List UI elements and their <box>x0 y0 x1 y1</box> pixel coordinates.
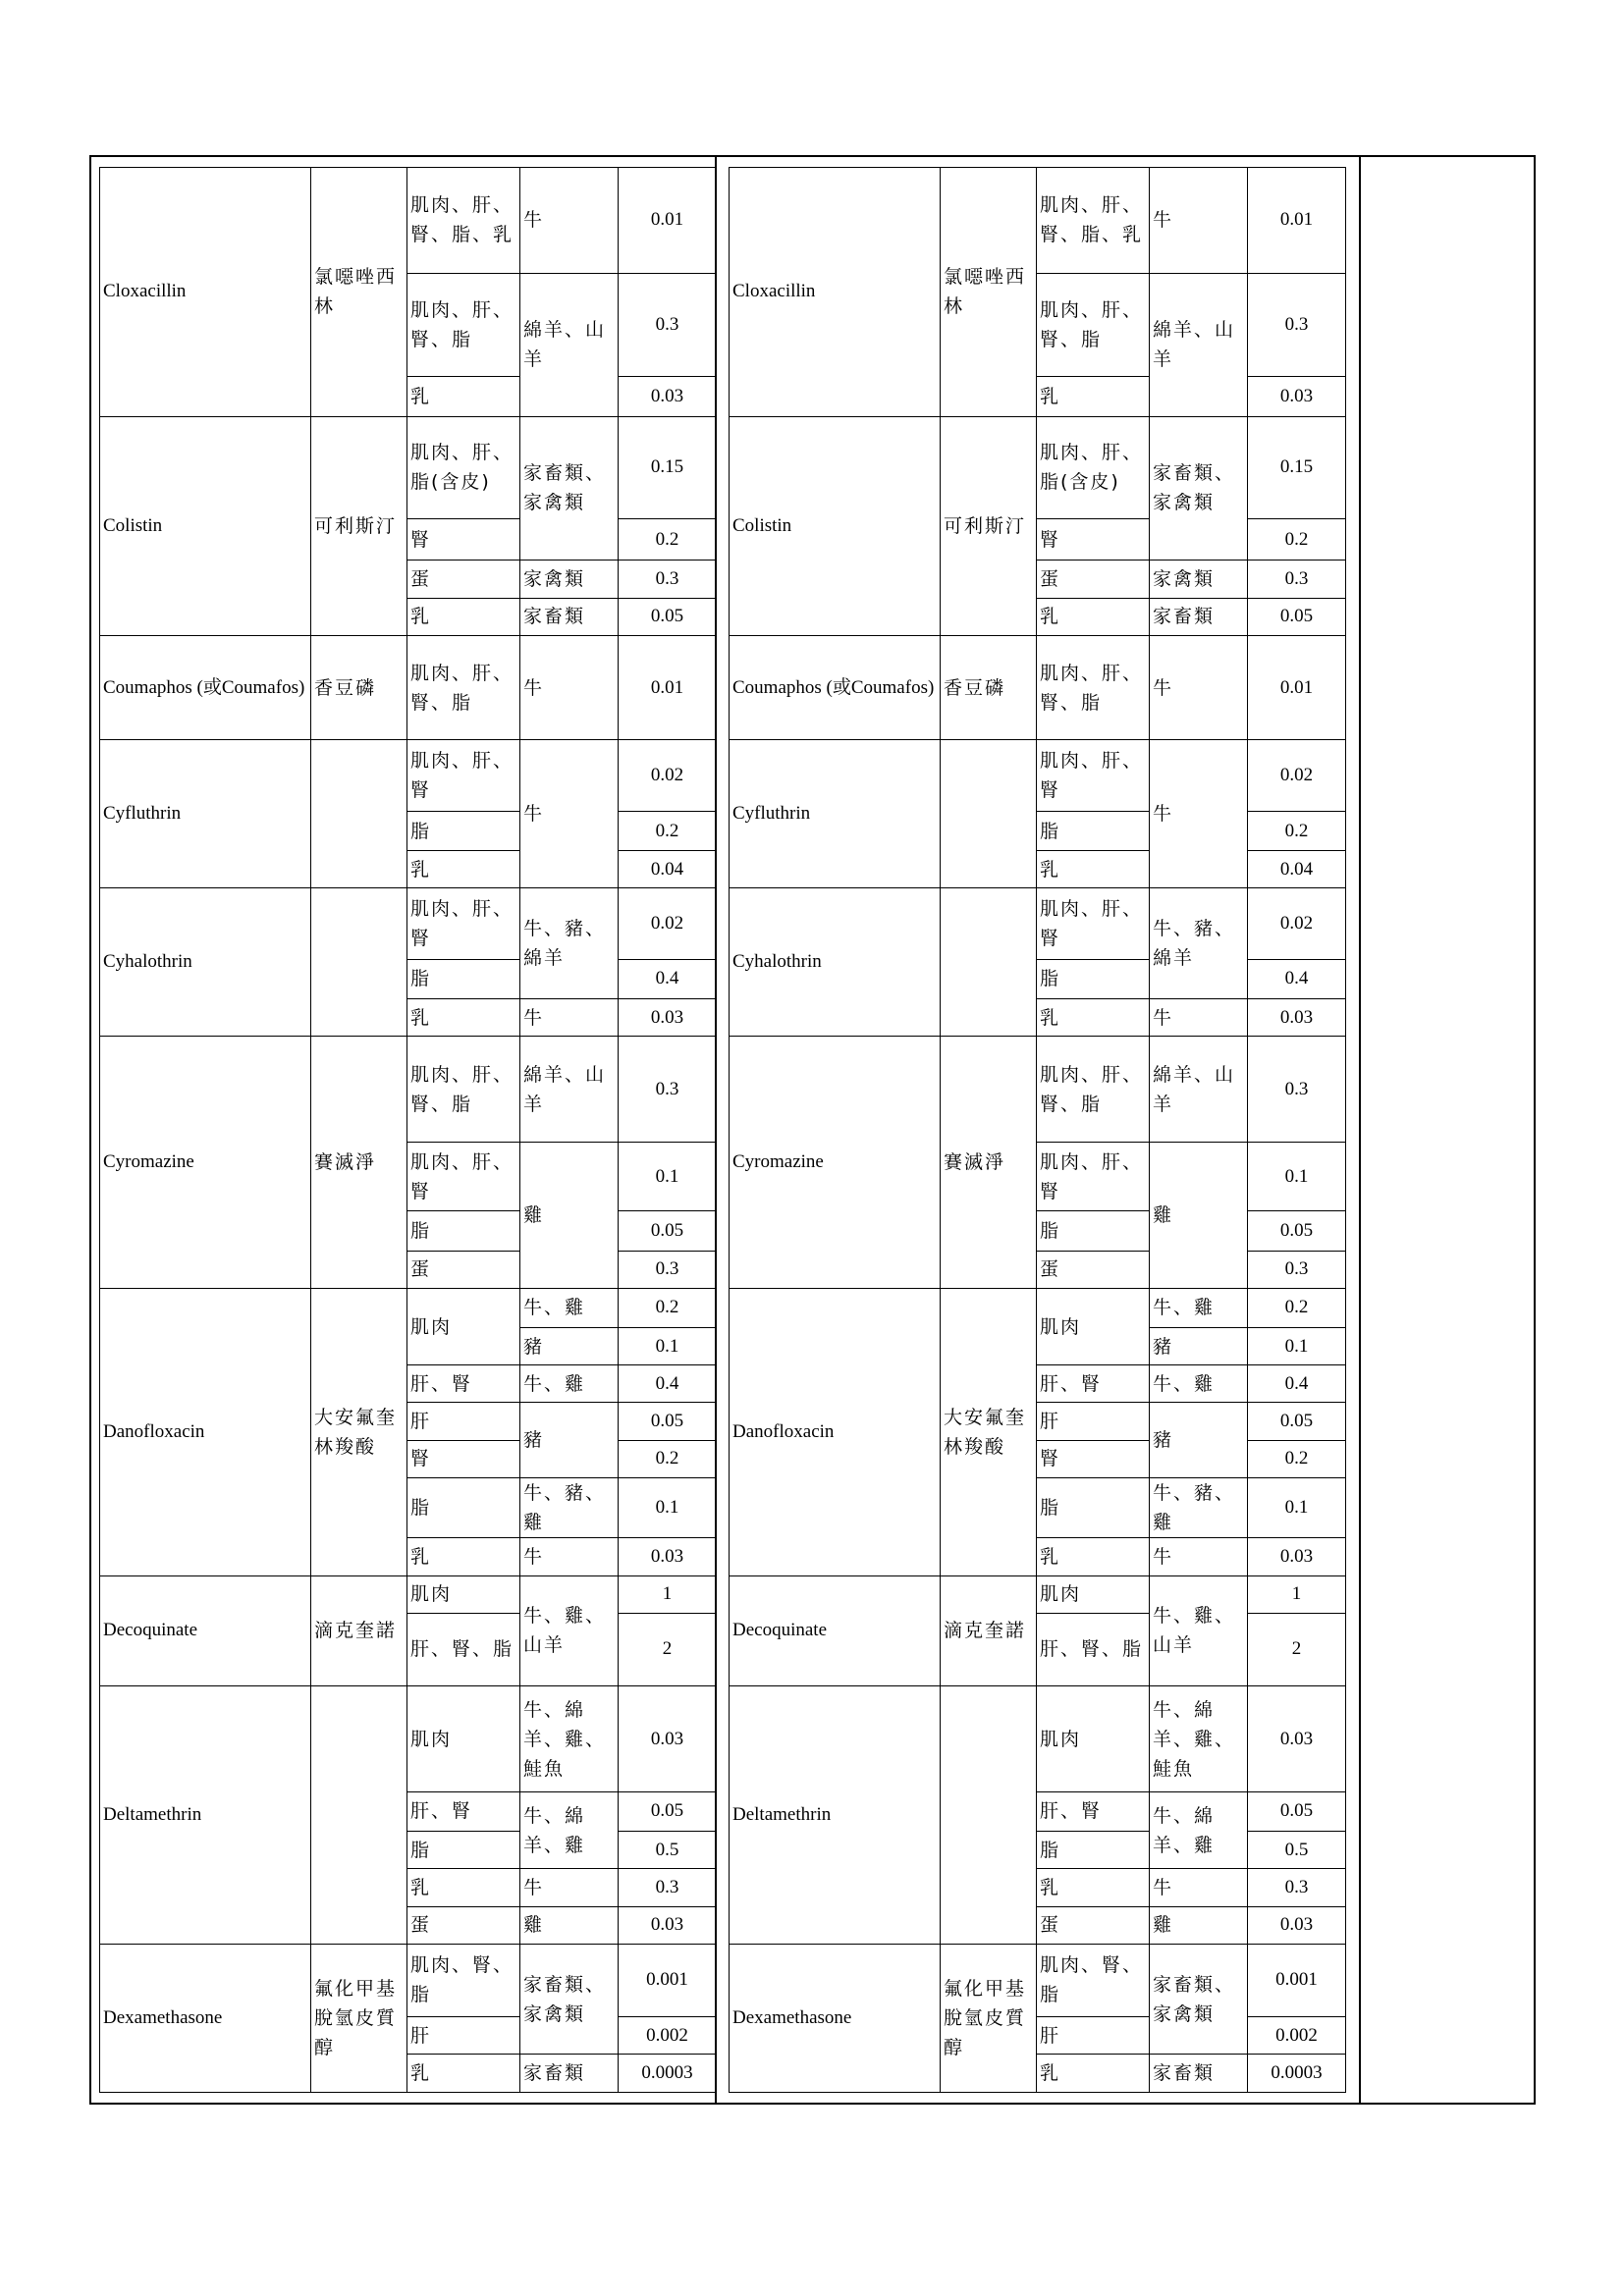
mrl-value: 0.02 <box>619 740 717 811</box>
species-cell: 綿羊、山羊 <box>1150 1037 1248 1143</box>
mrl-value: 0.3 <box>619 273 717 377</box>
species-cell: 牛、雞 <box>520 1288 619 1327</box>
tissue-cell: 乳 <box>407 598 520 635</box>
tissue-cell: 肌肉、肝、腎、脂 <box>407 273 520 377</box>
species-cell: 綿羊、山羊 <box>520 1037 619 1143</box>
mrl-value: 0.3 <box>619 1037 717 1143</box>
tissue-cell: 肌肉、肝、腎 <box>407 740 520 811</box>
table-row <box>100 1575 717 1613</box>
mrl-value: 0.04 <box>619 851 717 888</box>
species-cell: 牛 <box>1150 635 1248 740</box>
mrl-value: 0.4 <box>619 1365 717 1403</box>
species-cell: 豬 <box>520 1403 619 1477</box>
species-cell: 牛 <box>520 1869 619 1906</box>
table-row <box>730 635 1346 740</box>
tissue-cell: 脂 <box>407 1832 520 1869</box>
species-cell: 雞 <box>520 1142 619 1288</box>
drug-name: Cyfluthrin <box>100 740 311 888</box>
mrl-value: 0.2 <box>619 1440 717 1477</box>
column-divider-right <box>1359 157 1361 2103</box>
tissue-cell: 肌肉、肝、腎、脂、乳 <box>1037 168 1150 274</box>
mrl-value: 0.001 <box>1248 1944 1346 2016</box>
table-row <box>100 635 717 740</box>
species-cell: 牛、綿羊、雞 <box>520 1791 619 1868</box>
document-frame <box>89 155 1536 2105</box>
tissue-cell: 脂 <box>1037 1832 1150 1869</box>
table-row <box>730 1944 1346 2016</box>
tissue-cell: 脂 <box>407 1477 520 1537</box>
tissue-cell: 肌肉 <box>407 1288 520 1364</box>
drug-name: Decoquinate <box>100 1575 311 1686</box>
tissue-cell: 蛋 <box>407 1251 520 1288</box>
species-cell: 家畜類、家禽類 <box>520 1944 619 2055</box>
drug-name: Cyromazine <box>100 1037 311 1289</box>
drug-name: Cyhalothrin <box>730 888 941 1037</box>
tissue-cell: 腎 <box>1037 519 1150 561</box>
mrl-value: 0.03 <box>1248 1538 1346 1575</box>
drug-chinese-name: 可利斯汀 <box>941 416 1037 635</box>
species-cell: 牛 <box>1150 740 1248 888</box>
mrl-value: 0.4 <box>1248 959 1346 998</box>
species-cell: 家畜類、家禽類 <box>520 416 619 561</box>
drug-name: Danofloxacin <box>730 1288 941 1575</box>
species-cell: 雞 <box>1150 1142 1248 1288</box>
tissue-cell: 肌肉 <box>1037 1686 1150 1792</box>
mrl-value: 0.01 <box>1248 635 1346 740</box>
mrl-value: 0.02 <box>1248 740 1346 811</box>
tissue-cell: 肝、腎 <box>407 1791 520 1831</box>
table-row <box>730 888 1346 959</box>
drug-name: Dexamethasone <box>730 1944 941 2092</box>
drug-chinese-name: 賽滅淨 <box>941 1037 1037 1289</box>
tissue-cell: 乳 <box>407 851 520 888</box>
mrl-value: 2 <box>1248 1613 1346 1685</box>
mrl-value: 0.05 <box>619 1403 717 1440</box>
drug-chinese-name <box>311 1686 407 1945</box>
mrl-value: 0.15 <box>619 416 717 519</box>
species-cell: 家禽類 <box>520 561 619 598</box>
drug-chinese-name: 大安氟奎林羧酸 <box>941 1288 1037 1575</box>
mrl-value: 0.1 <box>619 1477 717 1537</box>
species-cell: 雞 <box>520 1906 619 1944</box>
mrl-value: 0.02 <box>619 888 717 959</box>
table-row <box>730 1686 1346 1792</box>
tissue-cell: 肝 <box>1037 1403 1150 1440</box>
species-cell: 牛 <box>520 740 619 888</box>
drug-name: Deltamethrin <box>730 1686 941 1945</box>
species-cell: 雞 <box>1150 1906 1248 1944</box>
species-cell: 牛 <box>520 999 619 1037</box>
mrl-value: 0.2 <box>1248 1440 1346 1477</box>
mrl-value: 0.02 <box>1248 888 1346 959</box>
mrl-value: 0.1 <box>1248 1142 1346 1210</box>
mrl-value: 0.03 <box>619 1538 717 1575</box>
species-cell: 牛、雞 <box>1150 1365 1248 1403</box>
species-cell: 家畜類 <box>520 598 619 635</box>
species-cell: 牛、豬、綿羊 <box>1150 888 1248 999</box>
tissue-cell: 肌肉 <box>407 1575 520 1613</box>
species-cell: 牛 <box>520 168 619 274</box>
tissue-cell: 乳 <box>407 2055 520 2093</box>
tissue-cell: 脂 <box>1037 959 1150 998</box>
drug-name: Cyhalothrin <box>100 888 311 1037</box>
tissue-cell: 肌肉 <box>407 1686 520 1792</box>
mrl-value: 0.03 <box>1248 377 1346 416</box>
tissue-cell: 蛋 <box>407 561 520 598</box>
mrl-value: 0.2 <box>1248 519 1346 561</box>
mrl-value: 0.01 <box>619 635 717 740</box>
mrl-value: 0.2 <box>619 811 717 850</box>
tissue-cell: 肌肉、肝、腎 <box>1037 888 1150 959</box>
tissue-cell: 脂 <box>1037 1211 1150 1251</box>
tissue-cell: 肝、腎、脂 <box>1037 1613 1150 1685</box>
tissue-cell: 蛋 <box>407 1906 520 1944</box>
tissue-cell: 脂 <box>407 959 520 998</box>
mrl-value: 0.002 <box>1248 2017 1346 2055</box>
tissue-cell: 肝 <box>407 1403 520 1440</box>
tissue-cell: 肝、腎 <box>1037 1791 1150 1831</box>
tissue-cell: 肌肉、肝、脂(含皮) <box>1037 416 1150 519</box>
drug-chinese-name: 氟化甲基脫氫皮質醇 <box>941 1944 1037 2092</box>
table-row <box>100 168 717 274</box>
drug-chinese-name: 大安氟奎林羧酸 <box>311 1288 407 1575</box>
drug-chinese-name <box>311 888 407 1037</box>
species-cell: 牛、豬、雞 <box>520 1477 619 1537</box>
tissue-cell: 蛋 <box>1037 561 1150 598</box>
mrl-value: 1 <box>1248 1575 1346 1613</box>
mrl-value: 0.05 <box>619 1211 717 1251</box>
table-row <box>100 1037 717 1143</box>
tissue-cell: 肌肉、肝、腎、脂 <box>1037 635 1150 740</box>
drug-chinese-name <box>941 1686 1037 1945</box>
mrl-value: 0.01 <box>619 168 717 274</box>
drug-chinese-name: 香豆磷 <box>941 635 1037 740</box>
mrl-value: 0.4 <box>619 959 717 998</box>
mrl-value: 0.2 <box>1248 1288 1346 1327</box>
species-cell: 牛、豬、綿羊 <box>520 888 619 999</box>
table-row <box>100 888 717 959</box>
species-cell: 家畜類 <box>1150 598 1248 635</box>
table-row <box>730 1037 1346 1143</box>
species-cell: 牛 <box>1150 999 1248 1037</box>
species-cell: 牛 <box>1150 1538 1248 1575</box>
species-cell: 家禽類 <box>1150 561 1248 598</box>
tissue-cell: 蛋 <box>1037 1906 1150 1944</box>
drug-name: Dexamethasone <box>100 1944 311 2092</box>
tissue-cell: 脂 <box>407 811 520 850</box>
tissue-cell: 乳 <box>1037 851 1150 888</box>
mrl-value: 0.3 <box>1248 1037 1346 1143</box>
tissue-cell: 肌肉 <box>1037 1288 1150 1364</box>
mrl-value: 0.2 <box>1248 811 1346 850</box>
tissue-cell: 腎 <box>407 1440 520 1477</box>
mrl-value: 0.5 <box>619 1832 717 1869</box>
species-cell: 家畜類、家禽類 <box>1150 1944 1248 2055</box>
species-cell: 牛、豬、雞 <box>1150 1477 1248 1537</box>
species-cell: 牛、綿羊、雞 <box>1150 1791 1248 1868</box>
drug-chinese-name: 氯噁唑西林 <box>311 168 407 417</box>
drug-chinese-name: 可利斯汀 <box>311 416 407 635</box>
mrl-value: 0.3 <box>1248 1251 1346 1288</box>
tissue-cell: 乳 <box>1037 999 1150 1037</box>
table-row <box>100 416 717 519</box>
mrl-value: 1 <box>619 1575 717 1613</box>
mrl-value: 0.1 <box>619 1142 717 1210</box>
mrl-value: 0.3 <box>619 1869 717 1906</box>
table-row <box>100 1944 717 2016</box>
tissue-cell: 乳 <box>1037 598 1150 635</box>
drug-chinese-name: 氯噁唑西林 <box>941 168 1037 417</box>
tissue-cell: 肌肉、肝、腎 <box>1037 740 1150 811</box>
mrl-value: 0.05 <box>619 1791 717 1831</box>
tissue-cell: 蛋 <box>1037 1251 1150 1288</box>
tissue-cell: 乳 <box>1037 1869 1150 1906</box>
tissue-cell: 肝、腎、脂 <box>407 1613 520 1685</box>
table-row <box>730 1575 1346 1613</box>
mrl-value: 0.1 <box>619 1328 717 1365</box>
species-cell: 牛、綿羊、雞、鮭魚 <box>520 1686 619 1792</box>
drug-name: Cyfluthrin <box>730 740 941 888</box>
tissue-cell: 乳 <box>407 1869 520 1906</box>
tissue-cell: 肌肉、肝、腎、脂 <box>407 1037 520 1143</box>
tissue-cell: 肌肉、肝、腎 <box>1037 1142 1150 1210</box>
tissue-cell: 肌肉、肝、脂(含皮) <box>407 416 520 519</box>
tissue-cell: 肝 <box>407 2017 520 2055</box>
tissue-cell: 腎 <box>407 519 520 561</box>
species-cell: 綿羊、山羊 <box>1150 273 1248 416</box>
tissue-cell: 肝、腎 <box>1037 1365 1150 1403</box>
tissue-cell: 腎 <box>1037 1440 1150 1477</box>
tissue-cell: 乳 <box>1037 2055 1150 2093</box>
tissue-cell: 肌肉 <box>1037 1575 1150 1613</box>
mrl-value: 0.03 <box>619 1686 717 1792</box>
tissue-cell: 肌肉、肝、腎、脂 <box>1037 1037 1150 1143</box>
drug-chinese-name <box>941 740 1037 888</box>
species-cell: 牛、雞、山羊 <box>1150 1575 1248 1686</box>
tissue-cell: 肌肉、肝、腎 <box>407 888 520 959</box>
drug-name: Colistin <box>730 416 941 635</box>
tissue-cell: 肝、腎 <box>407 1365 520 1403</box>
table-row <box>730 1288 1346 1327</box>
tissue-cell: 肌肉、肝、腎、脂、乳 <box>407 168 520 274</box>
species-cell: 牛、綿羊、雞、鮭魚 <box>1150 1686 1248 1792</box>
mrl-value: 0.03 <box>619 1906 717 1944</box>
species-cell: 家畜類 <box>1150 2055 1248 2093</box>
mrl-value: 0.15 <box>1248 416 1346 519</box>
tissue-cell: 肌肉、肝、腎、脂 <box>1037 273 1150 377</box>
mrl-value: 0.002 <box>619 2017 717 2055</box>
drug-chinese-name: 氟化甲基脫氫皮質醇 <box>311 1944 407 2092</box>
tissue-cell: 肝 <box>1037 2017 1150 2055</box>
mrl-value: 2 <box>619 1613 717 1685</box>
mrl-value: 0.03 <box>619 999 717 1037</box>
mrl-value: 0.5 <box>1248 1832 1346 1869</box>
drug-chinese-name: 賽滅淨 <box>311 1037 407 1289</box>
table-row <box>100 1288 717 1327</box>
species-cell: 豬 <box>1150 1403 1248 1477</box>
mrl-table-left <box>99 167 717 2093</box>
species-cell: 豬 <box>520 1328 619 1365</box>
species-cell: 牛、雞 <box>1150 1288 1248 1327</box>
drug-name: Deltamethrin <box>100 1686 311 1945</box>
mrl-value: 0.1 <box>1248 1328 1346 1365</box>
mrl-value: 0.03 <box>619 377 717 416</box>
mrl-value: 0.05 <box>1248 1791 1346 1831</box>
table-row <box>730 168 1346 274</box>
mrl-value: 0.04 <box>1248 851 1346 888</box>
drug-chinese-name <box>311 740 407 888</box>
mrl-value: 0.0003 <box>1248 2055 1346 2093</box>
mrl-value: 0.3 <box>619 1251 717 1288</box>
tissue-cell: 乳 <box>1037 1538 1150 1575</box>
mrl-value: 0.05 <box>1248 598 1346 635</box>
drug-name: Colistin <box>100 416 311 635</box>
mrl-value: 0.03 <box>1248 999 1346 1037</box>
tissue-cell: 乳 <box>407 999 520 1037</box>
mrl-value: 0.03 <box>1248 1906 1346 1944</box>
tissue-cell: 肌肉、肝、腎 <box>407 1142 520 1210</box>
species-cell: 家畜類、家禽類 <box>1150 416 1248 561</box>
mrl-value: 0.2 <box>619 519 717 561</box>
tissue-cell: 脂 <box>1037 811 1150 850</box>
species-cell: 綿羊、山羊 <box>520 273 619 416</box>
mrl-value: 0.1 <box>1248 1477 1346 1537</box>
species-cell: 牛 <box>1150 1869 1248 1906</box>
species-cell: 家畜類 <box>520 2055 619 2093</box>
mrl-value: 0.4 <box>1248 1365 1346 1403</box>
mrl-value: 0.05 <box>1248 1211 1346 1251</box>
species-cell: 牛 <box>1150 168 1248 274</box>
mrl-value: 0.05 <box>619 598 717 635</box>
mrl-value: 0.3 <box>619 561 717 598</box>
mrl-value: 0.2 <box>619 1288 717 1327</box>
species-cell: 牛 <box>520 1538 619 1575</box>
mrl-value: 0.3 <box>1248 1869 1346 1906</box>
drug-chinese-name <box>941 888 1037 1037</box>
drug-name: Decoquinate <box>730 1575 941 1686</box>
drug-chinese-name: 滴克奎諾 <box>311 1575 407 1686</box>
tissue-cell: 肌肉、腎、脂 <box>1037 1944 1150 2016</box>
table-row <box>730 416 1346 519</box>
tissue-cell: 乳 <box>407 1538 520 1575</box>
drug-name: Coumaphos (或Coumafos) <box>100 635 311 740</box>
drug-name: Cyromazine <box>730 1037 941 1289</box>
species-cell: 牛、雞、山羊 <box>520 1575 619 1686</box>
tissue-cell: 肌肉、肝、腎、脂 <box>407 635 520 740</box>
species-cell: 豬 <box>1150 1328 1248 1365</box>
tissue-cell: 乳 <box>1037 377 1150 416</box>
drug-name: Cloxacillin <box>100 168 311 417</box>
tissue-cell: 脂 <box>1037 1477 1150 1537</box>
mrl-value: 0.3 <box>1248 273 1346 377</box>
mrl-value: 0.01 <box>1248 168 1346 274</box>
tissue-cell: 脂 <box>407 1211 520 1251</box>
mrl-value: 0.3 <box>1248 561 1346 598</box>
tissue-cell: 乳 <box>407 377 520 416</box>
mrl-value: 0.03 <box>1248 1686 1346 1792</box>
mrl-value: 0.0003 <box>619 2055 717 2093</box>
mrl-value: 0.05 <box>1248 1403 1346 1440</box>
drug-chinese-name: 香豆磷 <box>311 635 407 740</box>
table-row <box>100 740 717 811</box>
table-row <box>730 740 1346 811</box>
drug-name: Coumaphos (或Coumafos) <box>730 635 941 740</box>
table-row <box>100 1686 717 1792</box>
species-cell: 牛、雞 <box>520 1365 619 1403</box>
drug-name: Danofloxacin <box>100 1288 311 1575</box>
mrl-table-right <box>729 167 1346 2093</box>
tissue-cell: 肌肉、腎、脂 <box>407 1944 520 2016</box>
drug-name: Cloxacillin <box>730 168 941 417</box>
species-cell: 牛 <box>520 635 619 740</box>
drug-chinese-name: 滴克奎諾 <box>941 1575 1037 1686</box>
mrl-value: 0.001 <box>619 1944 717 2016</box>
